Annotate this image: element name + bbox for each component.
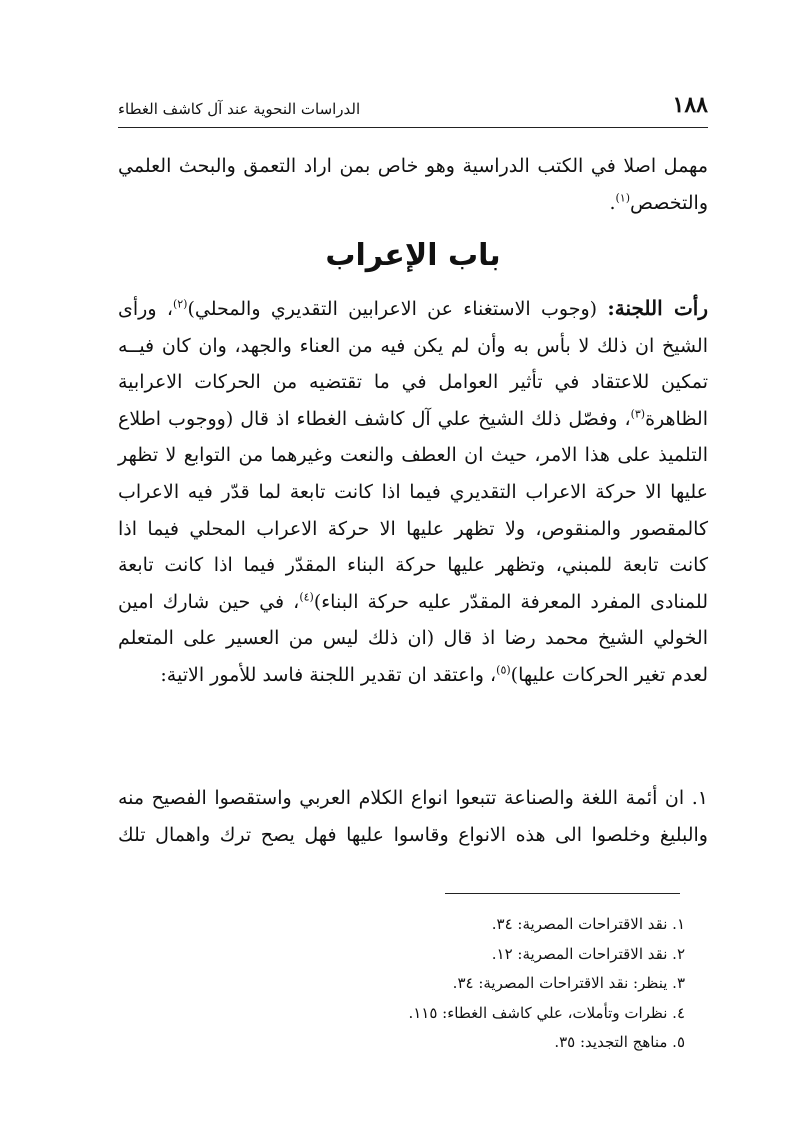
main-paragraph <box>118 290 708 694</box>
main-text-4: ، في حين شارك امين الخولي الشيخ محمد رضا اذ قال (ان ذلك ليس من العسير على المتعلم لعدم تغير الحركات عليها) <box>118 590 708 686</box>
point-1-paragraph: ١. ان أئمة اللغة والصناعة تتبعوا انواع الكلام العربي واستقصوا الفصيح منه والبليغ وخلصوا الى هذه الانواع وقاسوا عليها فهل يصح ترك واهمال تلك <box>118 787 708 846</box>
lead-term: رأت اللجنة: <box>607 296 708 320</box>
running-title: الدراسات النحوية عند آل كاشف الغطاء <box>118 100 361 118</box>
footnote-ref-5: (٥) <box>496 663 511 677</box>
footnote-5: ٥. مناهج التجديد: ٣٥. <box>554 1033 685 1051</box>
header-rule <box>118 127 708 128</box>
page-number: ١٨٨ <box>672 92 708 118</box>
intro-end: . <box>609 191 616 214</box>
footnote-rule <box>445 893 680 894</box>
footnotes-list <box>285 910 685 1058</box>
main-text-3: ، وفصّل ذلك الشيخ علي آل كاشف الغطاء اذ قال (ووجوب اطلاع التلميذ على هذا الامر، حيث ان العطف والنعت وغيرهما من التوابع لا تظهر عليها الا حركة الاعراب التقديري فيما اذا كانت تابعة لما قدّر فيه الاعراب كالمقصور والمنقوص، ولا تظهر عليها الا حركة الاعراب المحلي فيما اذا كانت تابعة للمبني، وتظهر عليها حركة البناء المقدّر فيما اذا كانت تابعة للمنادى المفرد المعرفة المقدّر عليه حركة البناء) <box>118 407 708 613</box>
main-text-2: ، ورأى الشيخ ان ذلك لا بأس به وأن لم يكن فيه من العناء والجهد، وان كان فيــه تمكين للاعتقاد في تأثير العوامل في ما تقتضيه من الحركات الاعرابية الظاهرة <box>118 298 708 430</box>
footnote-ref-4: (٤) <box>299 590 314 604</box>
main-text-5: ، واعتقد ان تقدير اللجنة فاسد للأمور الاتية: <box>160 663 497 686</box>
running-header <box>118 78 708 118</box>
section-heading: باب الإعراب <box>325 238 501 273</box>
footnote-2: ٢. نقد الاقتراحات المصرية: ١٢. <box>491 944 685 963</box>
footnote-3: ٣. ينظر: نقد الاقتراحات المصرية: ٣٤. <box>452 974 685 992</box>
footnote-ref-3: (٣) <box>630 407 646 421</box>
main-text-1: (وجوب الاستغناء عن الاعرابين التقديري والمحلي) <box>187 298 608 320</box>
footnote-1: ١. نقد الاقتراحات المصرية: ٣٤. <box>491 915 685 933</box>
footnote-ref-1: (١) <box>615 191 630 205</box>
intro-text: مهمل اصلا في الكتب الدراسية وهو خاص بمن اراد التعمق والبحث العلمي والتخصص <box>118 155 708 214</box>
intro-paragraph <box>118 148 708 221</box>
footnote-4: ٤. نظرات وتأملات، علي كاشف الغطاء: ١١٥. <box>408 1003 685 1022</box>
footnote-ref-2: (٢) <box>172 297 188 311</box>
